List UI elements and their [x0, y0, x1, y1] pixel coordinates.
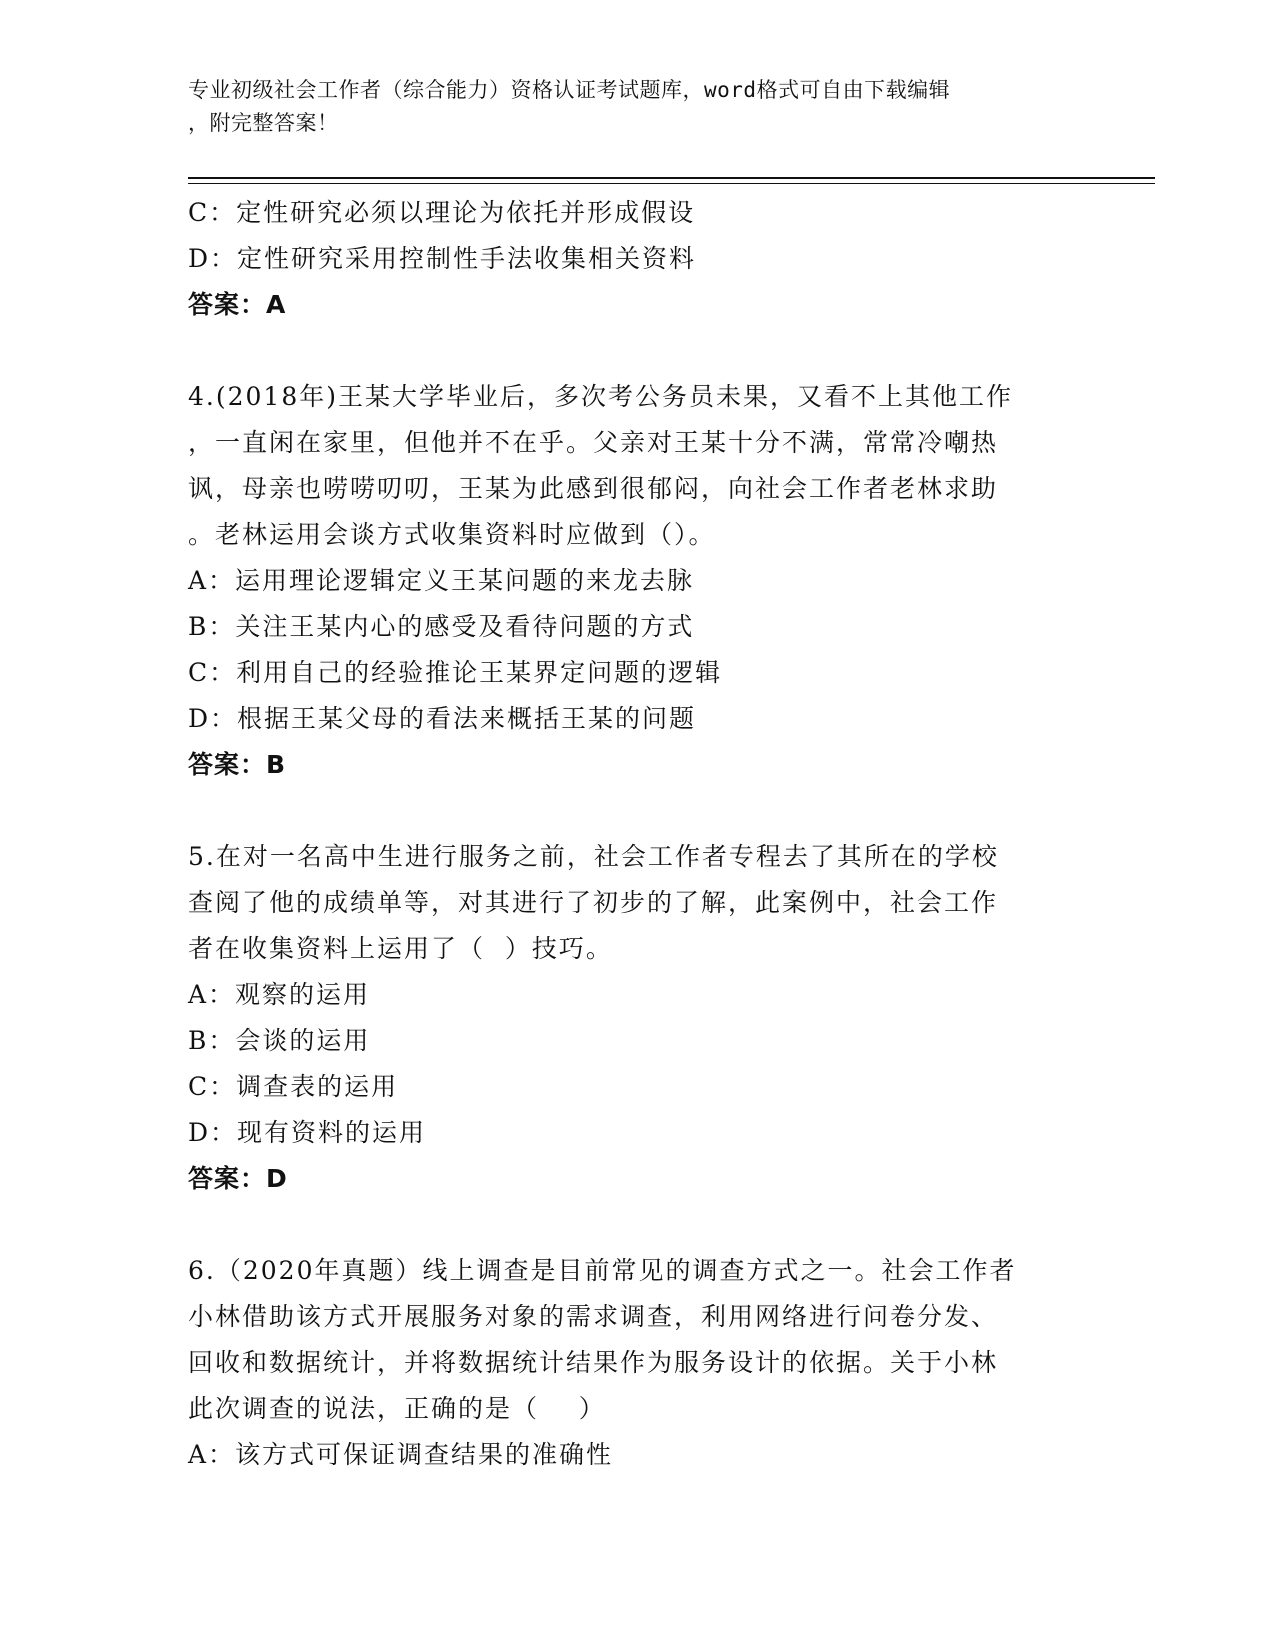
option-d: D：根据王某父母的看法来概括王某的问题 — [188, 704, 697, 733]
header-line: 专业初级社会工作者（综合能力）资格认证考试题库，word格式可自由下载编辑 — [188, 78, 951, 102]
header-divider-thick — [188, 177, 1155, 179]
answer-line: 答案：D — [188, 1164, 288, 1193]
header-divider-thin — [188, 183, 1155, 184]
question-6 — [188, 1248, 1068, 1478]
question-stem-line: 4.(2018年)王某大学毕业后，多次考公务员未果，又看不上其他工作 — [188, 382, 1013, 411]
spacer — [188, 788, 1068, 834]
option-c: C：利用自己的经验推论王某界定问题的逻辑 — [188, 658, 723, 687]
document-body — [188, 190, 1068, 1478]
question-stem-line: 6.（2020年真题）线上调查是目前常见的调查方式之一。社会工作者 — [188, 1256, 1017, 1285]
spacer — [188, 328, 1068, 374]
question-5 — [188, 834, 1068, 1202]
option-a: A：该方式可保证调查结果的准确性 — [188, 1440, 614, 1469]
question-stem-line: 。老林运用会谈方式收集资料时应做到（）。 — [188, 520, 716, 549]
document-header — [188, 74, 1068, 140]
header-line: ，附完整答案！ — [188, 111, 339, 135]
question-stem-line: 讽，母亲也唠唠叨叨，王某为此感到很郁闷，向社会工作者老林求助 — [188, 474, 999, 503]
option-b: B：会谈的运用 — [188, 1026, 371, 1055]
option-d: D：现有资料的运用 — [188, 1118, 427, 1147]
question-stem-line: 小林借助该方式开展服务对象的需求调查，利用网络进行问卷分发、 — [188, 1302, 999, 1331]
answer-line: 答案：A — [188, 290, 287, 319]
option-a: A：观察的运用 — [188, 980, 371, 1009]
question-3-tail — [188, 190, 1068, 328]
spacer — [188, 1202, 1068, 1248]
question-stem-line: 查阅了他的成绩单等，对其进行了初步的了解，此案例中，社会工作 — [188, 888, 999, 917]
question-stem-line: 回收和数据统计，并将数据统计结果作为服务设计的依据。关于小林 — [188, 1348, 999, 1377]
option-b: B：关注王某内心的感受及看待问题的方式 — [188, 612, 695, 641]
option-c: C：定性研究必须以理论为依托并形成假设 — [188, 198, 696, 227]
question-stem-line: 此次调查的说法，正确的是（ ） — [188, 1394, 606, 1423]
option-d: D：定性研究采用控制性手法收集相关资料 — [188, 244, 697, 273]
answer-line: 答案：B — [188, 750, 287, 779]
option-a: A：运用理论逻辑定义王某问题的来龙去脉 — [188, 566, 695, 595]
question-stem-line: ，一直闲在家里，但他并不在乎。父亲对王某十分不满，常常冷嘲热 — [188, 428, 999, 457]
option-c: C：调查表的运用 — [188, 1072, 399, 1101]
question-stem-line: 者在收集资料上运用了（ ）技巧。 — [188, 934, 613, 963]
question-4 — [188, 374, 1068, 788]
question-stem-line: 5.在对一名高中生进行服务之前，社会工作者专程去了其所在的学校 — [188, 842, 999, 871]
